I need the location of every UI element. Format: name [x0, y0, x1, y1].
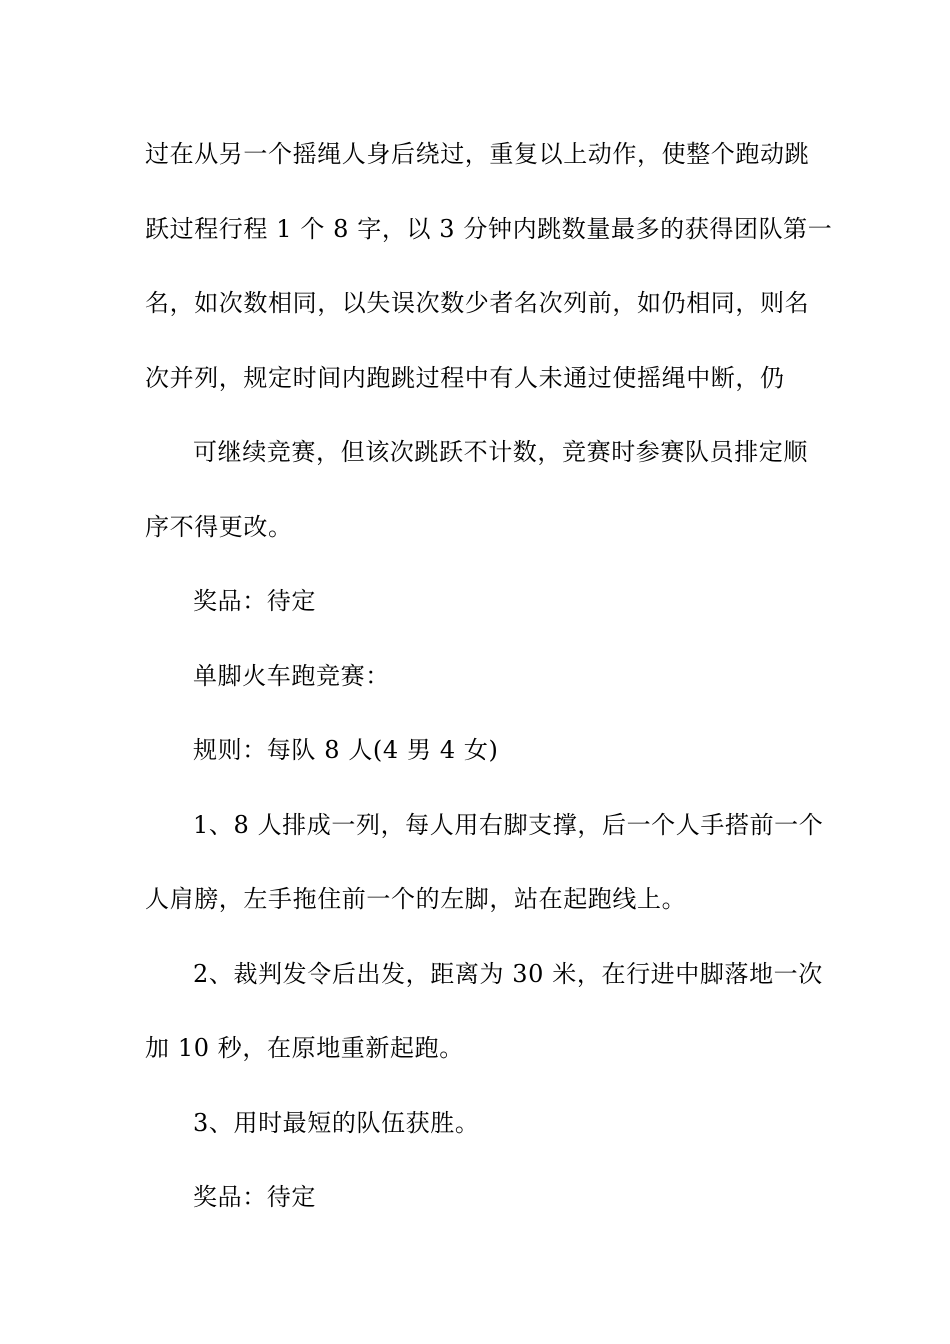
paragraph-line: 可继续竞赛，但该次跳跃不计数，竞赛时参赛队员排定顺 — [193, 438, 808, 466]
prize-line: 奖品：待定 — [193, 1183, 316, 1211]
paragraph-line: 次并列，规定时间内跑跳过程中有人未通过使摇绳中断，仍 — [145, 363, 785, 392]
rule-item: 3、用时最短的队伍获胜。 — [193, 1108, 480, 1137]
prize-line: 奖品：待定 — [193, 587, 316, 615]
paragraph-line: 过在从另一个摇绳人身后绕过，重复以上动作，使整个跑动跳 — [145, 140, 810, 168]
paragraph-line: 跃过程行程 1 个 8 字，以 3 分钟内跳数量最多的获得团队第一 — [145, 214, 833, 243]
paragraph-line: 序不得更改。 — [145, 512, 293, 541]
paragraph-line: 名，如次数相同，以失误次数少者名次列前，如仍相同，则名 — [145, 289, 810, 317]
rule-item: 2、裁判发令后出发，距离为 30 米，在行进中脚落地一次 — [193, 959, 823, 988]
paragraph-line: 加 10 秒，在原地重新起跑。 — [145, 1034, 464, 1062]
document-body — [145, 132, 833, 1250]
section-heading: 单脚火车跑竞赛： — [193, 661, 390, 690]
rules-line: 规则：每队 8 人(4 男 4 女) — [193, 736, 499, 764]
paragraph-line: 人肩膀，左手拖住前一个的左脚，站在起跑线上。 — [145, 885, 687, 913]
rule-item: 1、8 人排成一列，每人用右脚支撑，后一个人手搭前一个 — [193, 810, 824, 839]
